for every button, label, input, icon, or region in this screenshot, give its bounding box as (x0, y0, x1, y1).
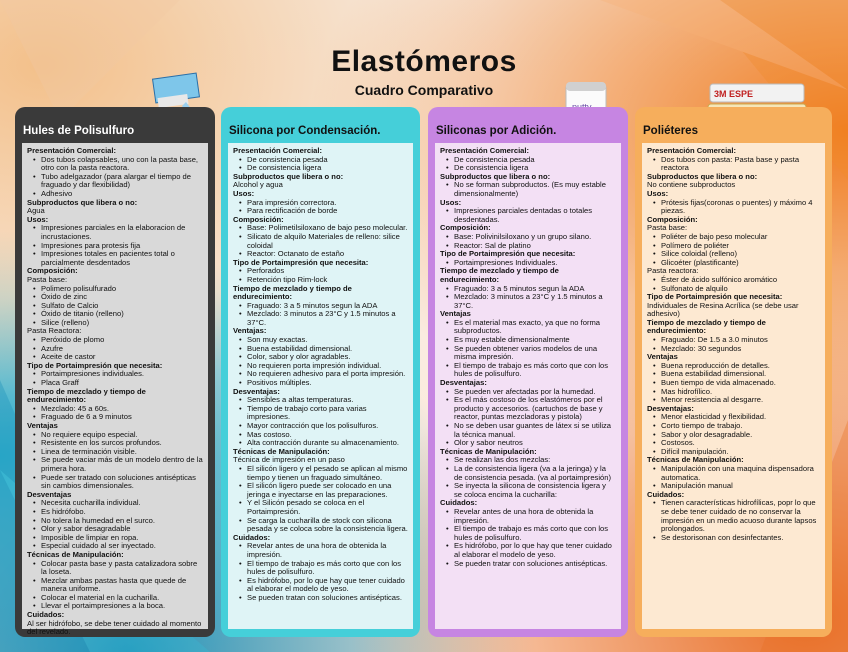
list-item: • Mezclado: 30 segundos (661, 345, 820, 354)
section-heading: Presentación Comercial: (647, 146, 737, 155)
section-text: Agua (27, 206, 45, 216)
column-body (642, 143, 825, 629)
list-item: • Polimero polisulfurado (41, 285, 203, 294)
section-heading: Subproductos que libera o no: (27, 197, 138, 207)
bullet-list (233, 542, 408, 602)
section-text: Individuales de Resina Acrílica (se debe usar adhesivo) (647, 300, 799, 319)
section-heading: Ventajas (647, 352, 678, 362)
section-heading: Técnicas de Manipulación: (27, 549, 124, 559)
list-item: • Dos tubos con pasta: Pasta base y pasta reactora (661, 156, 820, 173)
list-item: • Puede ser tratado con soluciones antisépticas sin cambios dimensionales. (41, 474, 203, 491)
section-heading: Ventajas: (233, 326, 267, 336)
section-heading: Presentación Comercial: (233, 146, 323, 155)
bullet-list (233, 465, 408, 534)
bullet-list (27, 370, 203, 387)
section-heading: Ventajas (440, 309, 471, 319)
list-item: • De consistencia pesada (454, 156, 616, 165)
list-item: • Menor elasticidad y flexibilidad. (661, 413, 820, 422)
brand-3m-label: 3M ESPE (714, 89, 754, 99)
list-item: • De consistencia ligera (247, 164, 408, 173)
section-heading: Composición: (27, 266, 78, 276)
section-text: Pasta reactora: (647, 266, 699, 276)
bullet-list (233, 199, 408, 216)
list-item: • La de consistencia ligera (va a la jeringa) y la de consistencia pesada. (va al portaimpresión) (454, 465, 616, 482)
list-item: • Impresiones para protesis fija (41, 242, 203, 251)
list-item: • Se realizan las dos mezclas: (454, 456, 616, 465)
bullet-list (27, 156, 203, 199)
bullet-list (27, 405, 203, 422)
list-item: • El silicón ligero y el pesado se aplican al mismo tiempo y tienen un fraguado simultáneo. (247, 465, 408, 482)
section-heading: Ventajas (27, 421, 58, 430)
section-heading: Presentación Comercial: (440, 146, 530, 155)
list-item: • No requieren adhesivo para el porta impresión. (247, 370, 408, 379)
list-item: • Glicoéter (plastificante) (661, 259, 820, 268)
section-heading: Tiempo de mezclado y tiempo de endurecimiento: (440, 266, 559, 284)
list-item: • Es muy estable dimensionalmente (454, 336, 616, 345)
list-item: • No se forman subproductos. (Es muy estable dimensionalmente) (454, 181, 616, 198)
list-item: • Color, sabor y olor agradables. (247, 353, 408, 362)
column-header: Poliéteres (643, 125, 698, 137)
column-adicion (428, 107, 628, 637)
list-item: • Es hidrófobo, por lo que hay que tener cuidado al elaborar el modelo de yeso. (454, 542, 616, 559)
list-item: • Sulfonato de alquilo (661, 285, 820, 294)
list-item: • Manipulación con una maquina dispensadora automatica. (661, 465, 820, 482)
list-item: • Imposible de limpiar en ropa. (41, 534, 203, 543)
list-item: • Olor y sabor neutros (454, 439, 616, 448)
list-item: • Fraguado de 6 a 9 minutos (41, 413, 203, 422)
section-heading: Desventajas: (233, 386, 280, 396)
list-item: • Es hidrófobo. (41, 508, 203, 517)
bullet-list (233, 336, 408, 388)
list-item: • De consistencia ligera (454, 164, 616, 173)
list-item: • Mezclado: 45 a 60s. (41, 405, 203, 414)
list-item: • Revelar antes de una hora de obtenida la impresión. (454, 508, 616, 525)
section-heading: Subproductos que libera o no: (440, 171, 551, 181)
list-item: • Manipulación manual (661, 482, 820, 491)
list-item: • Tubo adelgazador (para alargar el tiempo de fraguado y dar flexibilidad) (41, 173, 203, 190)
list-item: • Prótesis fijas(coronas o puentes) y máximo 4 piezas. (661, 199, 820, 216)
list-item: • Mas costoso. (247, 431, 408, 440)
section-text: Técnica de impresión en un paso (233, 455, 345, 465)
list-item: • Es hidrófobo, por lo que hay que tener cuidado al elaborar el modelo de yeso. (247, 577, 408, 594)
list-item: • Es el más costoso de los elastómeros por el producto y accesorios. (cartuchos de base y reactor, puntas mezcladoras y pistola) (454, 396, 616, 422)
column-header: Siliconas por Adición. (436, 125, 557, 137)
section-heading: Tiempo de mezclado y tiempo de endurecimiento: (233, 283, 352, 302)
section-heading: Cuidados: (647, 489, 685, 499)
section-heading: Subproductos que libera o no: (233, 171, 344, 181)
bullet-list (233, 396, 408, 448)
list-item: • Se pueden obtener varios modelos de una misma impresión. (454, 345, 616, 362)
list-item: • No se deben usar guantes de látex si se utiliza la técnica manual. (454, 422, 616, 439)
list-item: • Placa Graff (41, 379, 203, 388)
list-item: • Se carga la cucharilla de stock con silicona pesada y se coloca sobre la consistencia ligera. (247, 517, 408, 534)
list-item: • De consistencia pesada (247, 156, 408, 165)
bullet-list (440, 456, 616, 499)
section-heading: Tiempo de mezclado y tiempo de endurecimiento: (647, 317, 766, 336)
list-item: • Polímero de poliéter (661, 242, 820, 251)
bullet-list (440, 207, 616, 224)
list-item: • Resistente en los surcos profundos. (41, 439, 203, 448)
bullet-list (440, 508, 616, 568)
bullet-list (647, 156, 820, 173)
list-item: • Mezclado: 3 minutos a 23°C y 1.5 minutos a 37°C. (247, 310, 408, 327)
list-item: • Olor y sabor desagradable (41, 525, 203, 534)
bullet-list (27, 499, 203, 551)
list-item: • Sensibles a altas temperaturas. (247, 396, 408, 405)
section-heading: Subproductos que libera o no: (647, 171, 758, 181)
list-item: • Buena reproducción de detalles. (661, 362, 820, 371)
bullet-list (233, 267, 408, 284)
list-item: • Impresiones parciales en la elaboracion de incrustaciones. (41, 224, 203, 241)
list-item: • El tiempo de trabajo es más corto que con los hules de polisulfuro. (247, 560, 408, 577)
bullet-list (233, 302, 408, 328)
bullet-list (27, 224, 203, 267)
list-item: • Se inyecta la silicona de consistencia ligera y se coloca encima la cucharilla: (454, 482, 616, 499)
list-item: • Positivos múltiples. (247, 379, 408, 388)
list-item: • Costosos. (661, 439, 820, 448)
list-item: • Silice (relleno) (41, 319, 203, 328)
list-item: • Base: Polimetilsiloxano de bajo peso molecular. (247, 224, 408, 233)
list-item: • Linea de terminación visible. (41, 448, 203, 457)
list-item: • Para rectificación de borde (247, 207, 408, 216)
list-item: • Impresiones totales en pacientes total o parcialmente desdentados (41, 250, 203, 267)
list-item: • Especial cuidado al ser inyectado. (41, 542, 203, 551)
bullet-list (440, 181, 616, 198)
bullet-list (440, 319, 616, 379)
list-item: • Sulfato de Calcio (41, 302, 203, 311)
list-item: • Llevar el portaimpresiones a la boca. (41, 602, 203, 611)
list-item: • Silicato de alquilo Materiales de relleno: silice coloidal (247, 233, 408, 250)
list-item: • Se pueden tratar con soluciones antisépticas. (454, 560, 616, 569)
list-item: • Portaimpresiones Individuales. (454, 259, 616, 268)
list-item: • Sabor y olor desagradable. (661, 431, 820, 440)
list-item: • Revelar antes de una hora de obtenida la impresión. (247, 542, 408, 559)
bullet-list (233, 224, 408, 258)
list-item: • Alta contracción durante su almacenamiento. (247, 439, 408, 448)
section-heading: Tipo de Portaimpresión que necesita: (440, 249, 576, 259)
list-item: • Mayor contracción que los polisulfuros. (247, 422, 408, 431)
section-heading: Tipo de Portaimpresión que necesita: (233, 257, 369, 267)
bullet-list (647, 336, 820, 353)
bullet-list (647, 465, 820, 491)
section-text: Alcohol y agua (233, 180, 283, 190)
list-item: • Menor resistencia al desgarre. (661, 396, 820, 405)
list-item: • Óxido de titanio (relleno) (41, 310, 203, 319)
list-item: • Colocar el material en la cucharilla. (41, 594, 203, 603)
list-item: • Perforados (247, 267, 408, 276)
section-heading: Presentación Comercial: (27, 146, 117, 155)
section-heading: Cuidados: (440, 498, 478, 508)
list-item: • Difícil manipulación. (661, 448, 820, 457)
list-item: • Se destorisonan con desinfectantes. (661, 534, 820, 543)
list-item: • Fraguado: 3 a 5 minutos segun la ADA (454, 285, 616, 294)
list-item: • Dos tubos colapsables, uno con la pasta base, otro con la pasta reactora. (41, 156, 203, 173)
column-polisulfuro (15, 107, 215, 637)
list-item: • Adhesivo (41, 190, 203, 199)
bullet-list (27, 560, 203, 612)
bullet-list (440, 285, 616, 311)
bullet-list (647, 413, 820, 456)
section-heading: Usos: (27, 214, 49, 224)
section-heading: Cuidados: (233, 532, 271, 542)
list-item: • Óxido de zinc (41, 293, 203, 302)
list-item: • El tiempo de trabajo es más corto que con los hules de polisulfuro. (454, 362, 616, 379)
section-heading: Tipo de Portaimpresión que necesita: (27, 360, 163, 370)
list-item: • Mas hidrofílico. (661, 388, 820, 397)
list-item: • Poliéter de bajo peso molecular (661, 233, 820, 242)
bullet-list (647, 276, 820, 293)
list-item: • Reactor: Octanato de estaño (247, 250, 408, 259)
section-heading: Composición: (233, 214, 284, 224)
list-item: • Reactor: Sal de platino (454, 242, 616, 251)
section-text: Pasta base: (647, 223, 688, 233)
list-item: • El tiempo de trabajo es más corto que con los hules de polisulfuro. (454, 525, 616, 542)
bullet-list (647, 233, 820, 267)
section-heading: Composición: (440, 223, 491, 233)
section-heading: Técnicas de Manipulación: (233, 446, 330, 456)
list-item: • Impresiones parciales dentadas o totales desdentadas. (454, 207, 616, 224)
bullet-list (440, 156, 616, 173)
section-heading: Desventajas: (440, 378, 487, 388)
bullet-list (233, 156, 408, 173)
column-condensacion (221, 107, 420, 637)
list-item: • Para impresión correctora. (247, 199, 408, 208)
list-item: • No requiere equipo especial. (41, 431, 203, 440)
section-heading: Tiempo de mezclado y tiempo de endurecimiento: (27, 386, 146, 405)
list-item: • Tiempo de trabajo corto para varias impresiones. (247, 405, 408, 422)
section-heading: Técnicas de Manipulación: (647, 455, 744, 465)
list-item: • Necesita cucharilla individual. (41, 499, 203, 508)
list-item: • Peróxido de plomo (41, 336, 203, 345)
bullet-list (440, 233, 616, 250)
bullet-list (440, 388, 616, 448)
list-item: • Colocar pasta base y pasta catalizadora sobre la loseta. (41, 560, 203, 577)
list-item: • Fraguado: 3 a 5 minutos segun la ADA (247, 302, 408, 311)
list-item: • Fraguado: De 1.5 a 3.0 minutos (661, 336, 820, 345)
bullet-list (27, 431, 203, 491)
list-item: • Base: Polivinilsiloxano y un grupo silano. (454, 233, 616, 242)
list-item: • Corto tiempo de trabajo. (661, 422, 820, 431)
bullet-list (27, 285, 203, 328)
section-heading: Usos: (440, 197, 462, 207)
bullet-list (647, 199, 820, 216)
list-item: • Se pueden tratan con soluciones antisépticas. (247, 594, 408, 603)
bullet-list (647, 499, 820, 542)
list-item: • Éster de ácido sulfónico aromático (661, 276, 820, 285)
list-item: • No tolera la humedad en el surco. (41, 517, 203, 526)
list-item: • Son muy exactas. (247, 336, 408, 345)
section-text: Pasta base: (27, 274, 68, 284)
section-text: Al ser hidrófobo, se debe tener cuidado al momento del revelado. (27, 618, 202, 637)
bullet-list (440, 259, 616, 268)
list-item: • Se pueden ver afectadas por la humedad. (454, 388, 616, 397)
section-heading: Desventajas (27, 489, 72, 499)
list-item: • Retención tipo Rim-lock (247, 276, 408, 285)
list-item: • Y el Silicón pesado se coloca en el Portaimpresión. (247, 499, 408, 516)
list-item: • Se puede vaciar más de un modelo dentro de la primera hora. (41, 456, 203, 473)
section-text: Pasta Reactora: (27, 326, 82, 336)
column-body (228, 143, 413, 629)
list-item: • Aceite de castor (41, 353, 203, 362)
column-header: Silicona por Condensación. (229, 125, 381, 137)
list-item: • Mezclado: 3 minutos a 23°C y 1.5 minutos a 37°C. (454, 293, 616, 310)
section-text: No contiene subproductos (647, 180, 736, 190)
page-subtitle: Cuadro Comparativo (354, 82, 494, 98)
list-item: • Buena estabilidad dimensional. (661, 370, 820, 379)
section-heading: Cuidados: (27, 610, 65, 620)
column-header: Hules de Polisulfuro (23, 125, 135, 137)
list-item: • Tienen características hidrofílicas, popr lo que se debe tener cuidado de no conservar la impresión en un medio acuoso durante lapsos prolongados. (661, 499, 820, 533)
column-body (22, 143, 208, 637)
column-polieteres (635, 107, 832, 637)
bullet-list (27, 336, 203, 362)
section-heading: Desventajas: (647, 403, 694, 413)
section-heading: Usos: (233, 188, 255, 198)
list-item: • Buena estabilidad dimensional. (247, 345, 408, 354)
list-item: • Silice coloidal (relleno) (661, 250, 820, 259)
list-item: • Mezclar ambas pastas hasta que quede de manera uniforme. (41, 577, 203, 594)
list-item: • El silicón ligero puede ser colocado en una jeringa e inyectarse en las preparaciones. (247, 482, 408, 499)
section-heading: Técnicas de Manipulación: (440, 446, 537, 456)
bullet-list (647, 362, 820, 405)
list-item: • Buen tiempo de vida almacenado. (661, 379, 820, 388)
list-item: • No requieren porta impresión individual. (247, 362, 408, 371)
section-heading: Tipo de Portaimpresión que necesita: (647, 292, 783, 302)
section-heading: Composición: (647, 214, 698, 224)
page-title: Elastómeros (331, 45, 517, 78)
list-item: • Azufre (41, 345, 203, 354)
section-heading: Usos: (647, 188, 669, 198)
list-item: • Es el material mas exacto, ya que no forma subproductos. (454, 319, 616, 336)
column-body (435, 143, 621, 629)
list-item: • Portaimpresiones individuales. (41, 370, 203, 379)
